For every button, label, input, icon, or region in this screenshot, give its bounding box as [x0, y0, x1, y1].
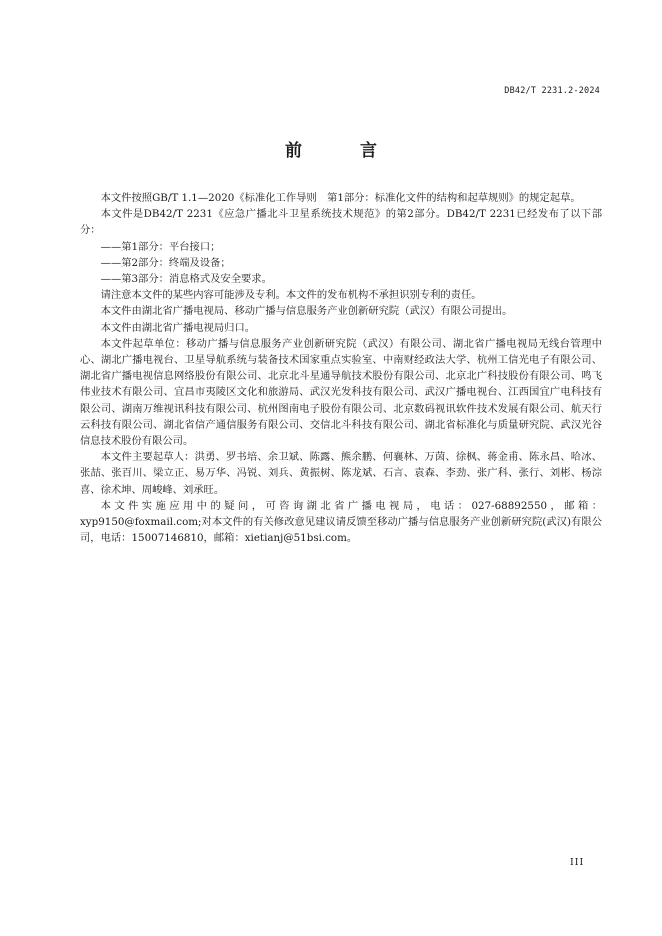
- list-item-part-2: ——第2部分：终端及设备；: [100, 256, 231, 269]
- paragraph-drafting-units: 本文件起草单位：移动广播与信息服务产业创新研究院（武汉）有限公司、湖北省广播电视局无线台管理中心、湖北广播电视台、卫星导航系统与装备技术国家重点实验室、中南财经政法大学、杭州工信光电子有限公司、湖北省广播电视信息网络股份有限公司、北京北斗星通导航技术股份有限公司、北京北广科技股份有限公司、鸣飞伟业技术有限公司、宜昌市夷陵区文化和旅游局、武汉光发科技有限公司、武汉广播电视台、江西国宜广电科技有限公司、湖南万维视讯科技有限公司、杭州图南电子股份有限公司、北京数码视讯软件技术发展有限公司、航天行云科技有限公司、湖北省信产通信服务有限公司、交信北斗科技有限公司、湖北省标准化与质量研究院、武汉光谷信息技术股份有限公司。: [80, 337, 602, 448]
- paragraph-patent-notice: 请注意本文件的某些内容可能涉及专利。本文件的发布机构不承担识别专利的责任。: [100, 289, 482, 302]
- body-text: [80, 190, 602, 546]
- paragraph-series-part: 本文件是DB42/T 2231《应急广播北斗卫星系统技术规范》的第2部分。DB42/T 2231已经发布了以下部分：: [80, 208, 602, 237]
- page-title: 前 言: [285, 141, 403, 161]
- paragraph-drafting-rules: 本文件按照GB/T 1.1—2020《标准化工作导则 第1部分：标准化文件的结构和起草规则》的规定起草。: [100, 192, 581, 204]
- paragraph-contact: 本文件实施应用中的疑问，可咨询湖北省广播电视局，电话：027-68892550，邮箱：xyp9150@foxmail.com;对本文件的有关修改意见建议请反馈至移动广播与信息服务产业创新研究院(武汉)有限公司，电话：15007146810，邮箱：xietianj@51bsi.com。: [80, 499, 602, 545]
- page-number: III: [570, 857, 585, 868]
- document-code: DB42/T 2231.2-2024: [504, 86, 600, 96]
- paragraph-under-jurisdiction: 本文件由湖北省广播电视局归口。: [100, 321, 256, 334]
- list-item-part-1: ——第1部分：平台接口；: [100, 240, 221, 253]
- list-item-part-3: ——第3部分：消息格式及安全要求。: [100, 273, 272, 286]
- paragraph-drafters: 本文件主要起草人：洪勇、罗书培、余卫斌、陈露、熊余鹏、何襄林、万茵、徐枫、蒋金甫、陈永昌、哈冰、张喆、张百川、梁立正、易万华、冯锐、刘兵、黄振树、陈龙斌、石言、袁森、李劲、张广科、张行、刘彬、杨淙喜、徐术坤、周峻峰、刘承旺。: [80, 451, 602, 496]
- paragraph-proposed-by: 本文件由湖北省广播电视局、移动广播与信息服务产业创新研究院（武汉）有限公司提出。: [100, 305, 513, 318]
